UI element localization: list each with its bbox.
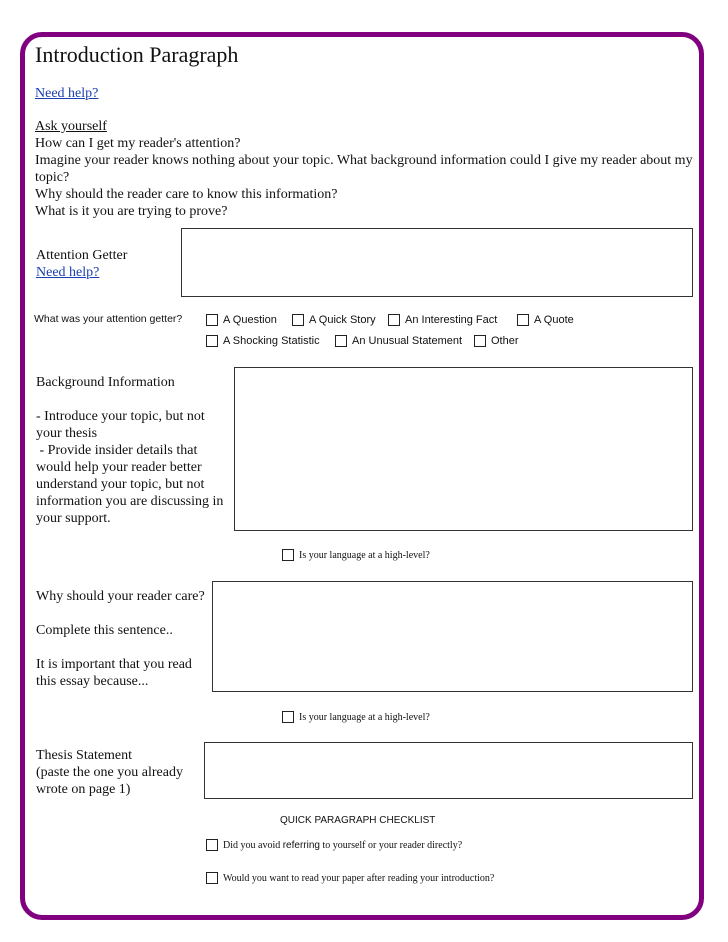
- checkbox-icon[interactable]: [282, 711, 294, 723]
- thesis-label-block: [36, 747, 183, 798]
- checklist-item-read-paper[interactable]: Would you want to read your paper after reading your introduction?: [206, 872, 494, 884]
- background-desc-line: - Introduce your topic, but not: [36, 409, 205, 424]
- care-desc-line: this essay because...: [36, 674, 149, 689]
- checkbox-icon[interactable]: [206, 872, 218, 884]
- background-desc-line: would help your reader better: [36, 460, 202, 475]
- background-desc-line: - Provide insider details that: [36, 443, 198, 458]
- background-desc-line: your thesis: [36, 426, 98, 441]
- check-language-1[interactable]: Is your language at a high-level?: [282, 549, 430, 561]
- option-interesting-fact[interactable]: An Interesting Fact: [388, 314, 497, 326]
- attention-getter-label: Attention Getter: [36, 248, 128, 263]
- care-textbox[interactable]: [212, 581, 693, 692]
- checkbox-icon[interactable]: [206, 839, 218, 851]
- thesis-textbox[interactable]: [204, 742, 693, 799]
- option-quick-story[interactable]: A Quick Story: [292, 314, 376, 326]
- ask-line: topic?: [35, 170, 70, 185]
- thesis-desc-line: wrote on page 1): [36, 782, 131, 797]
- page-title: Introduction Paragraph: [35, 42, 239, 67]
- checkbox-icon[interactable]: [335, 335, 347, 347]
- option-quote[interactable]: A Quote: [517, 314, 574, 326]
- background-desc-line: understand your topic, but not: [36, 477, 205, 492]
- attention-getter-textbox[interactable]: [181, 228, 693, 297]
- care-desc-line: It is important that you read: [36, 657, 192, 672]
- need-help-link[interactable]: Need help?: [35, 86, 99, 101]
- ask-line: What is it you are trying to prove?: [35, 204, 228, 219]
- check-language-2[interactable]: Is your language at a high-level?: [282, 711, 430, 723]
- background-label: Background Information: [36, 375, 175, 390]
- care-label-block: [36, 588, 205, 690]
- ask-yourself-heading: Ask yourself: [35, 119, 107, 134]
- option-question[interactable]: A Question: [206, 314, 277, 326]
- checkbox-icon[interactable]: [517, 314, 529, 326]
- option-unusual-statement[interactable]: An Unusual Statement: [335, 335, 462, 347]
- ask-yourself-block: [35, 118, 693, 220]
- option-other[interactable]: Other: [474, 335, 519, 347]
- background-desc-line: your support.: [36, 511, 111, 526]
- attention-getter-question: What was your attention getter?: [34, 313, 183, 325]
- checkbox-icon[interactable]: [206, 335, 218, 347]
- background-desc-line: information you are discussing in: [36, 494, 224, 509]
- checkbox-icon[interactable]: [292, 314, 304, 326]
- background-label-block: [36, 374, 223, 527]
- checkbox-icon[interactable]: [282, 549, 294, 561]
- background-textbox[interactable]: [234, 367, 693, 531]
- ask-line: How can I get my reader's attention?: [35, 136, 241, 151]
- option-shocking-statistic[interactable]: A Shocking Statistic: [206, 335, 320, 347]
- checkbox-icon[interactable]: [388, 314, 400, 326]
- ask-line: Why should the reader care to know this information?: [35, 187, 338, 202]
- checklist-item-referring[interactable]: Did you avoid referring to yourself or your reader directly?: [206, 839, 462, 851]
- care-desc: Complete this sentence..: [36, 623, 173, 638]
- attention-getter-label-block: [36, 247, 127, 281]
- attention-need-help-link[interactable]: Need help?: [36, 265, 100, 280]
- checkbox-icon[interactable]: [206, 314, 218, 326]
- thesis-desc-line: (paste the one you already: [36, 765, 183, 780]
- thesis-label: Thesis Statement: [36, 748, 133, 763]
- checklist-heading: QUICK PARAGRAPH CHECKLIST: [280, 815, 436, 826]
- care-label: Why should your reader care?: [36, 589, 205, 604]
- ask-line: Imagine your reader knows nothing about your topic. What background information could I give my reader about my: [35, 153, 693, 168]
- checkbox-icon[interactable]: [474, 335, 486, 347]
